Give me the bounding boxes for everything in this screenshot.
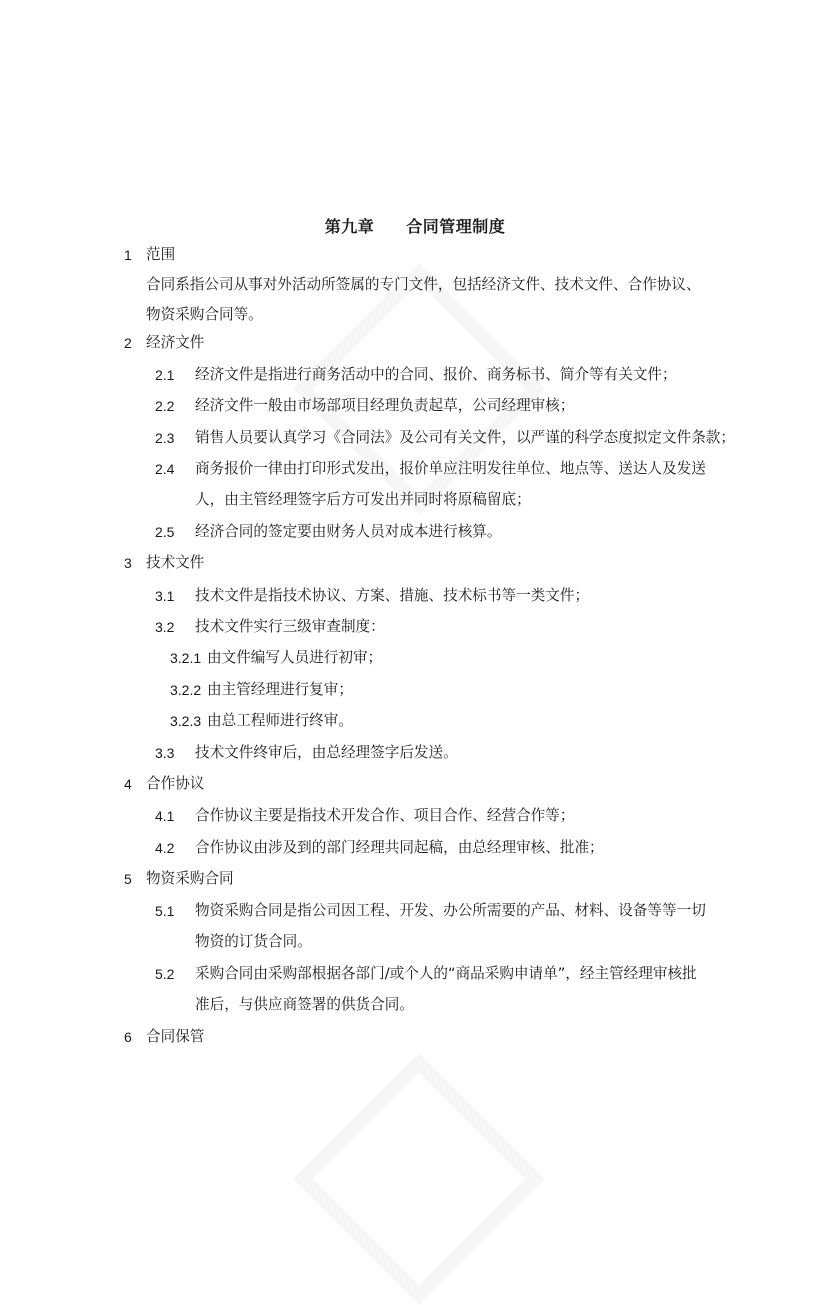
section-text: 技术文件: [146, 554, 205, 571]
section-number: 2.3: [155, 430, 175, 446]
section-number: 2.5: [155, 524, 175, 540]
section-text: 合同保管: [146, 1028, 205, 1045]
section-number: 5.2: [155, 966, 175, 982]
section-text: 物资的订货合同。: [195, 933, 312, 950]
section-text: 技术文件实行三级审查制度：: [195, 618, 385, 635]
section-text: 经济合同的签定要由财务人员对成本进行核算。: [195, 523, 502, 540]
section-text: 销售人员要认真学习《合同法》及公司有关文件，以严谨的科学态度拟定文件条款；: [195, 429, 735, 446]
section-text: 技术文件是指技术协议、方案、措施、技术标书等一类文件；: [195, 587, 590, 604]
section-text: 准后，与供应商签署的供货合同。: [195, 996, 414, 1013]
section-number: 3.2.2: [170, 682, 202, 698]
section-text: 合同系指公司从事对外活动所签属的专门文件，包括经济文件、技术文件、合作协议、: [146, 276, 701, 293]
section-number: 2.4: [155, 461, 175, 477]
section-number: 2: [124, 335, 132, 351]
section-number: 3.2.3: [170, 713, 202, 729]
section-text: 技术文件终审后，由总经理签字后发送。: [195, 744, 458, 761]
section-number: 3.3: [155, 745, 175, 761]
page-title: [0, 214, 830, 237]
section-text: 由文件编写人员进行初审；: [207, 649, 383, 666]
section-number: 1: [124, 247, 132, 263]
section-text: 由主管经理进行复审；: [207, 681, 353, 698]
section-text: 合作协议: [146, 775, 205, 792]
section-number: 4: [124, 776, 132, 792]
section-number: 6: [124, 1029, 132, 1045]
section-number: 3: [124, 555, 132, 571]
watermark: [293, 1053, 545, 1305]
section-number: 5.1: [155, 903, 175, 919]
section-text: 物资采购合同等。: [146, 306, 263, 323]
section-number: 3.1: [155, 588, 175, 604]
section-number: 3.2: [155, 619, 175, 635]
section-text: 商务报价一律由打印形式发出，报价单应注明发往单位、地点等、送达人及发送: [195, 460, 706, 477]
section-text: 范围: [146, 246, 176, 263]
section-number: 2.2: [155, 398, 175, 414]
section-text: 人，由主管经理签字后方可发出并同时将原稿留底；: [195, 491, 531, 508]
section-text: 物资采购合同: [146, 870, 234, 887]
section-number: 5: [124, 871, 132, 887]
section-number: 2.1: [155, 367, 175, 383]
section-number: 4.2: [155, 840, 175, 856]
section-text: 经济文件: [146, 334, 205, 351]
section-text: 合作协议由涉及到的部门经理共同起稿，由总经理审核、批准；: [195, 839, 604, 856]
section-text: 经济文件一般由市场部项目经理负责起草，公司经理审核；: [195, 397, 575, 414]
section-text: 由总工程师进行终审。: [207, 712, 353, 729]
chapter-title: 合同管理制度: [406, 217, 506, 236]
section-text: 经济文件是指进行商务活动中的合同、报价、商务标书、简介等有关文件；: [195, 366, 677, 383]
section-number: 4.1: [155, 808, 175, 824]
section-number: 3.2.1: [170, 650, 202, 666]
section-text: 物资采购合同是指公司因工程、开发、办公所需要的产品、材料、设备等等一切: [195, 902, 706, 919]
section-text: 采购合同由采购部根据各部门/或个人的“商品采购申请单”，经主管经理审核批: [195, 965, 697, 982]
section-text: 合作协议主要是指技术开发合作、项目合作、经营合作等；: [195, 807, 575, 824]
chapter-number: 第九章: [324, 217, 375, 236]
